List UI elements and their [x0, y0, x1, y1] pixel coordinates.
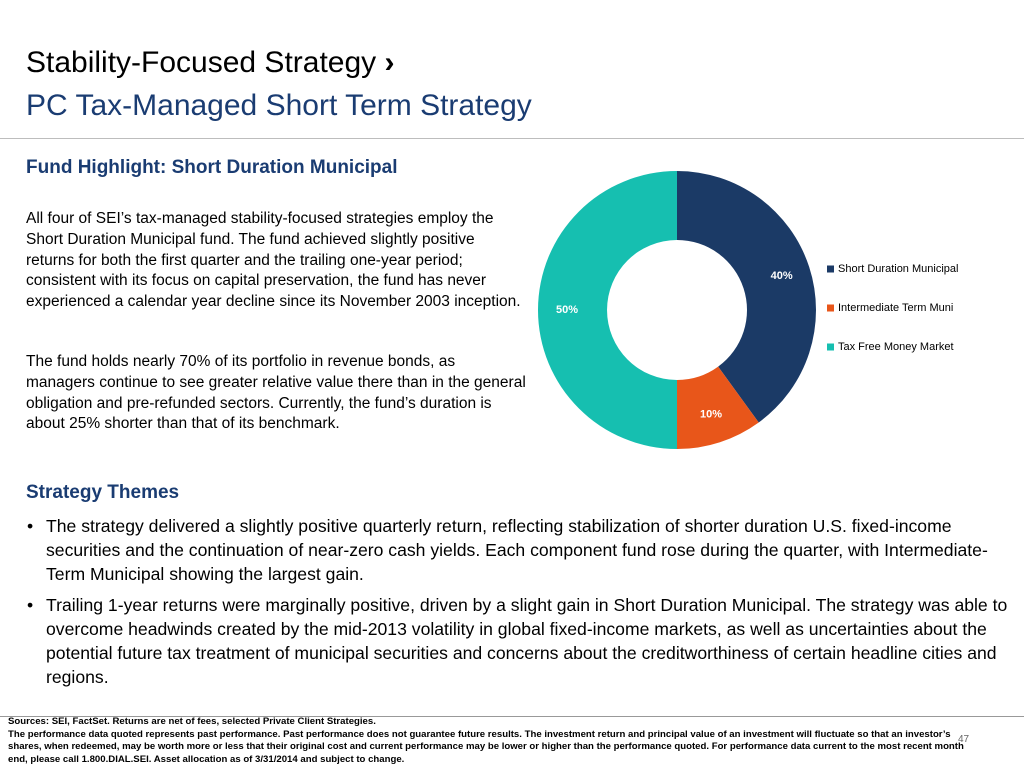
header-divider	[0, 138, 1024, 139]
bullet-icon: •	[27, 595, 34, 615]
legend-swatch	[827, 266, 834, 273]
bullet-text: The strategy delivered a slightly positive quarterly return, reflecting stabilization of shorter duration U.S. fixed-income securities and the continuation of near-zero cash yields. Each component fund rose during the quarter, with Intermediate-Term Municipal showing the largest gain.	[46, 516, 988, 584]
strategy-themes-heading: Strategy Themes	[26, 482, 180, 503]
legend-swatch	[827, 305, 834, 312]
list-item	[26, 593, 1016, 689]
list-item	[26, 514, 1016, 586]
legend-label: Short Duration Municipal	[838, 262, 959, 275]
legend-label: Intermediate Term Muni	[838, 301, 954, 314]
footer	[8, 716, 968, 766]
page-title	[26, 45, 395, 81]
strategy-themes-list	[26, 514, 1016, 696]
chevron-right-icon: ›	[384, 46, 395, 79]
title-line1: Stability-Focused Strategy	[26, 46, 377, 79]
footer-sources: Sources: SEI, FactSet. Returns are net of fees, selected Private Client Strategies.	[8, 716, 376, 727]
fund-highlight-paragraph-1: All four of SEI’s tax-managed stability-focused strategies employ the Short Duration Municipal fund. The fund achieved slightly positive returns for both the first quarter and the trailing one-year period; consistent with its focus on capital preservation, the fund has never experienced a calendar year decline since its November 2003 inception.	[26, 210, 521, 311]
donut-chart-svg	[530, 160, 1010, 460]
legend-swatch	[827, 344, 834, 351]
data-label: 40%	[770, 269, 793, 282]
data-label: 50%	[555, 303, 579, 316]
fund-highlight-heading: Fund Highlight: Short Duration Municipal	[26, 157, 398, 178]
bullet-text: Trailing 1-year returns were marginally positive, driven by a slight gain in Short Duration Municipal. The strategy was able to overcome headwinds created by the mid-2013 volatility in global fixed-income markets, as well as uncertainties about the potential future tax treatment of municipal securities and concerns about the creditworthiness of certain headline cities and regions.	[46, 595, 1008, 687]
page-number: 47	[958, 734, 970, 745]
bullet-icon: •	[27, 516, 34, 536]
allocation-donut-chart	[530, 160, 1010, 460]
legend-label: Tax Free Money Market	[838, 340, 954, 353]
data-label: 10%	[699, 408, 723, 421]
page-subtitle: PC Tax-Managed Short Term Strategy	[26, 89, 532, 122]
fund-highlight-paragraph-2: The fund holds nearly 70% of its portfolio in revenue bonds, as managers continue to see greater relative value there than in the general obligation and pre-refunded sectors. Currently, the fund’s duration is about 25% shorter than that of its benchmark.	[26, 353, 526, 433]
footer-disclaimer: The performance data quoted represents past performance. Past performance does not guarantee future results. The investment return and principal value of an investment will fluctuate so that an investor’s shares, when redeemed, may be worth more or less that their original cost and current performance may be lower or higher than the performance quoted. For performance data current to the most recent month end, please call 1.800.DIAL.SEI. Asset allocation as of 3/31/2014 and subject to change.	[8, 728, 964, 765]
